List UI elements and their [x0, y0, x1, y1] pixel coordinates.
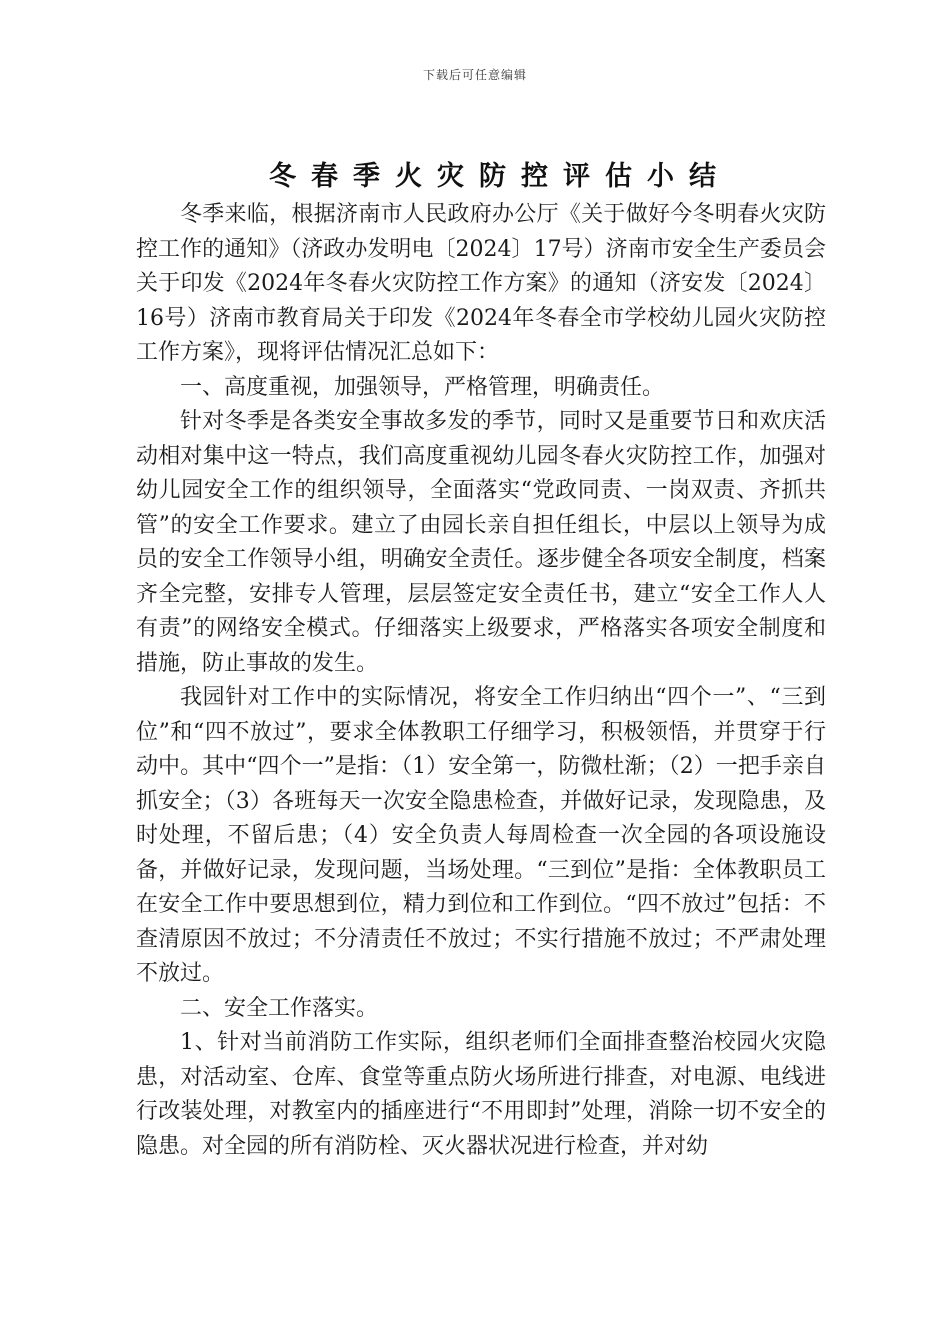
paragraph-measures: 1、针对当前消防工作实际，组织老师们全面排查整治校园火灾隐患，对活动室、仓库、食堂等重点防火场所进行排查，对电源、电线进行改装处理，对教室内的插座进行“不用即封”处理，消除一切不安全的隐患。对全园的所有消防栓、灭火器状况进行检查，并对幼: [136, 1030, 826, 1159]
document-body: [136, 198, 826, 1164]
paragraph-leadership: 针对冬季是各类安全事故多发的季节，同时又是重要节日和欢庆活动相对集中这一特点，我们高度重视幼儿园冬春火灾防控工作，加强对幼儿园安全工作的组织领导，全面落实“党政同责、一岗双责、齐抓共管”的安全工作要求。建立了由园长亲自担任组长，中层以上领导为成员的安全工作领导小组，明确安全责任。逐步健全各项安全制度，档案齐全完整，安排专人管理，层层签定安全责任书，建立“安全工作人人有责”的网络安全模式。仔细落实上级要求，严格落实各项安全制度和措施，防止事故的发生。: [136, 409, 826, 676]
document-title: 冬春季火灾防控评估小结: [269, 161, 731, 192]
paragraph-principles: 我园针对工作中的实际情况，将安全工作归纳出“四个一”、“三到位”和“四不放过”，要求全体教职工仔细学习，积极领悟，并贯穿于行动中。其中“四个一”是指：（1）安全第一，防微杜渐；（2）一把手亲自抓安全；（3）各班每天一次安全隐患检查，并做好记录，发现隐患，及时处理，不留后患；（4）安全负责人每周检查一次全园的各项设施设备，并做好记录，发现问题，当场处理。“三到位”是指：全体教职员工在安全工作中要思想到位，精力到位和工作到位。“四不放过”包括：不查清原因不放过；不分清责任不放过；不实行措施不放过；不严肃处理不放过。: [136, 685, 826, 986]
section-heading-2: 二、安全工作落实。: [180, 995, 379, 1021]
section-heading-1: 一、高度重视，加强领导，严格管理，明确责任。: [180, 374, 665, 400]
paragraph-intro: 冬季来临，根据济南市人民政府办公厅《关于做好今冬明春火灾防控工作的通知》（济政办发明电〔2024〕17号）济南市安全生产委员会关于印发《2024年冬春火灾防控工作方案》的通知（济安发〔2024〕16号）济南市教育局关于印发《2024年冬春全市学校幼儿园火灾防控工作方案》，现将评估情况汇总如下：: [136, 202, 826, 365]
header-note: 下载后可任意编辑: [422, 68, 527, 82]
